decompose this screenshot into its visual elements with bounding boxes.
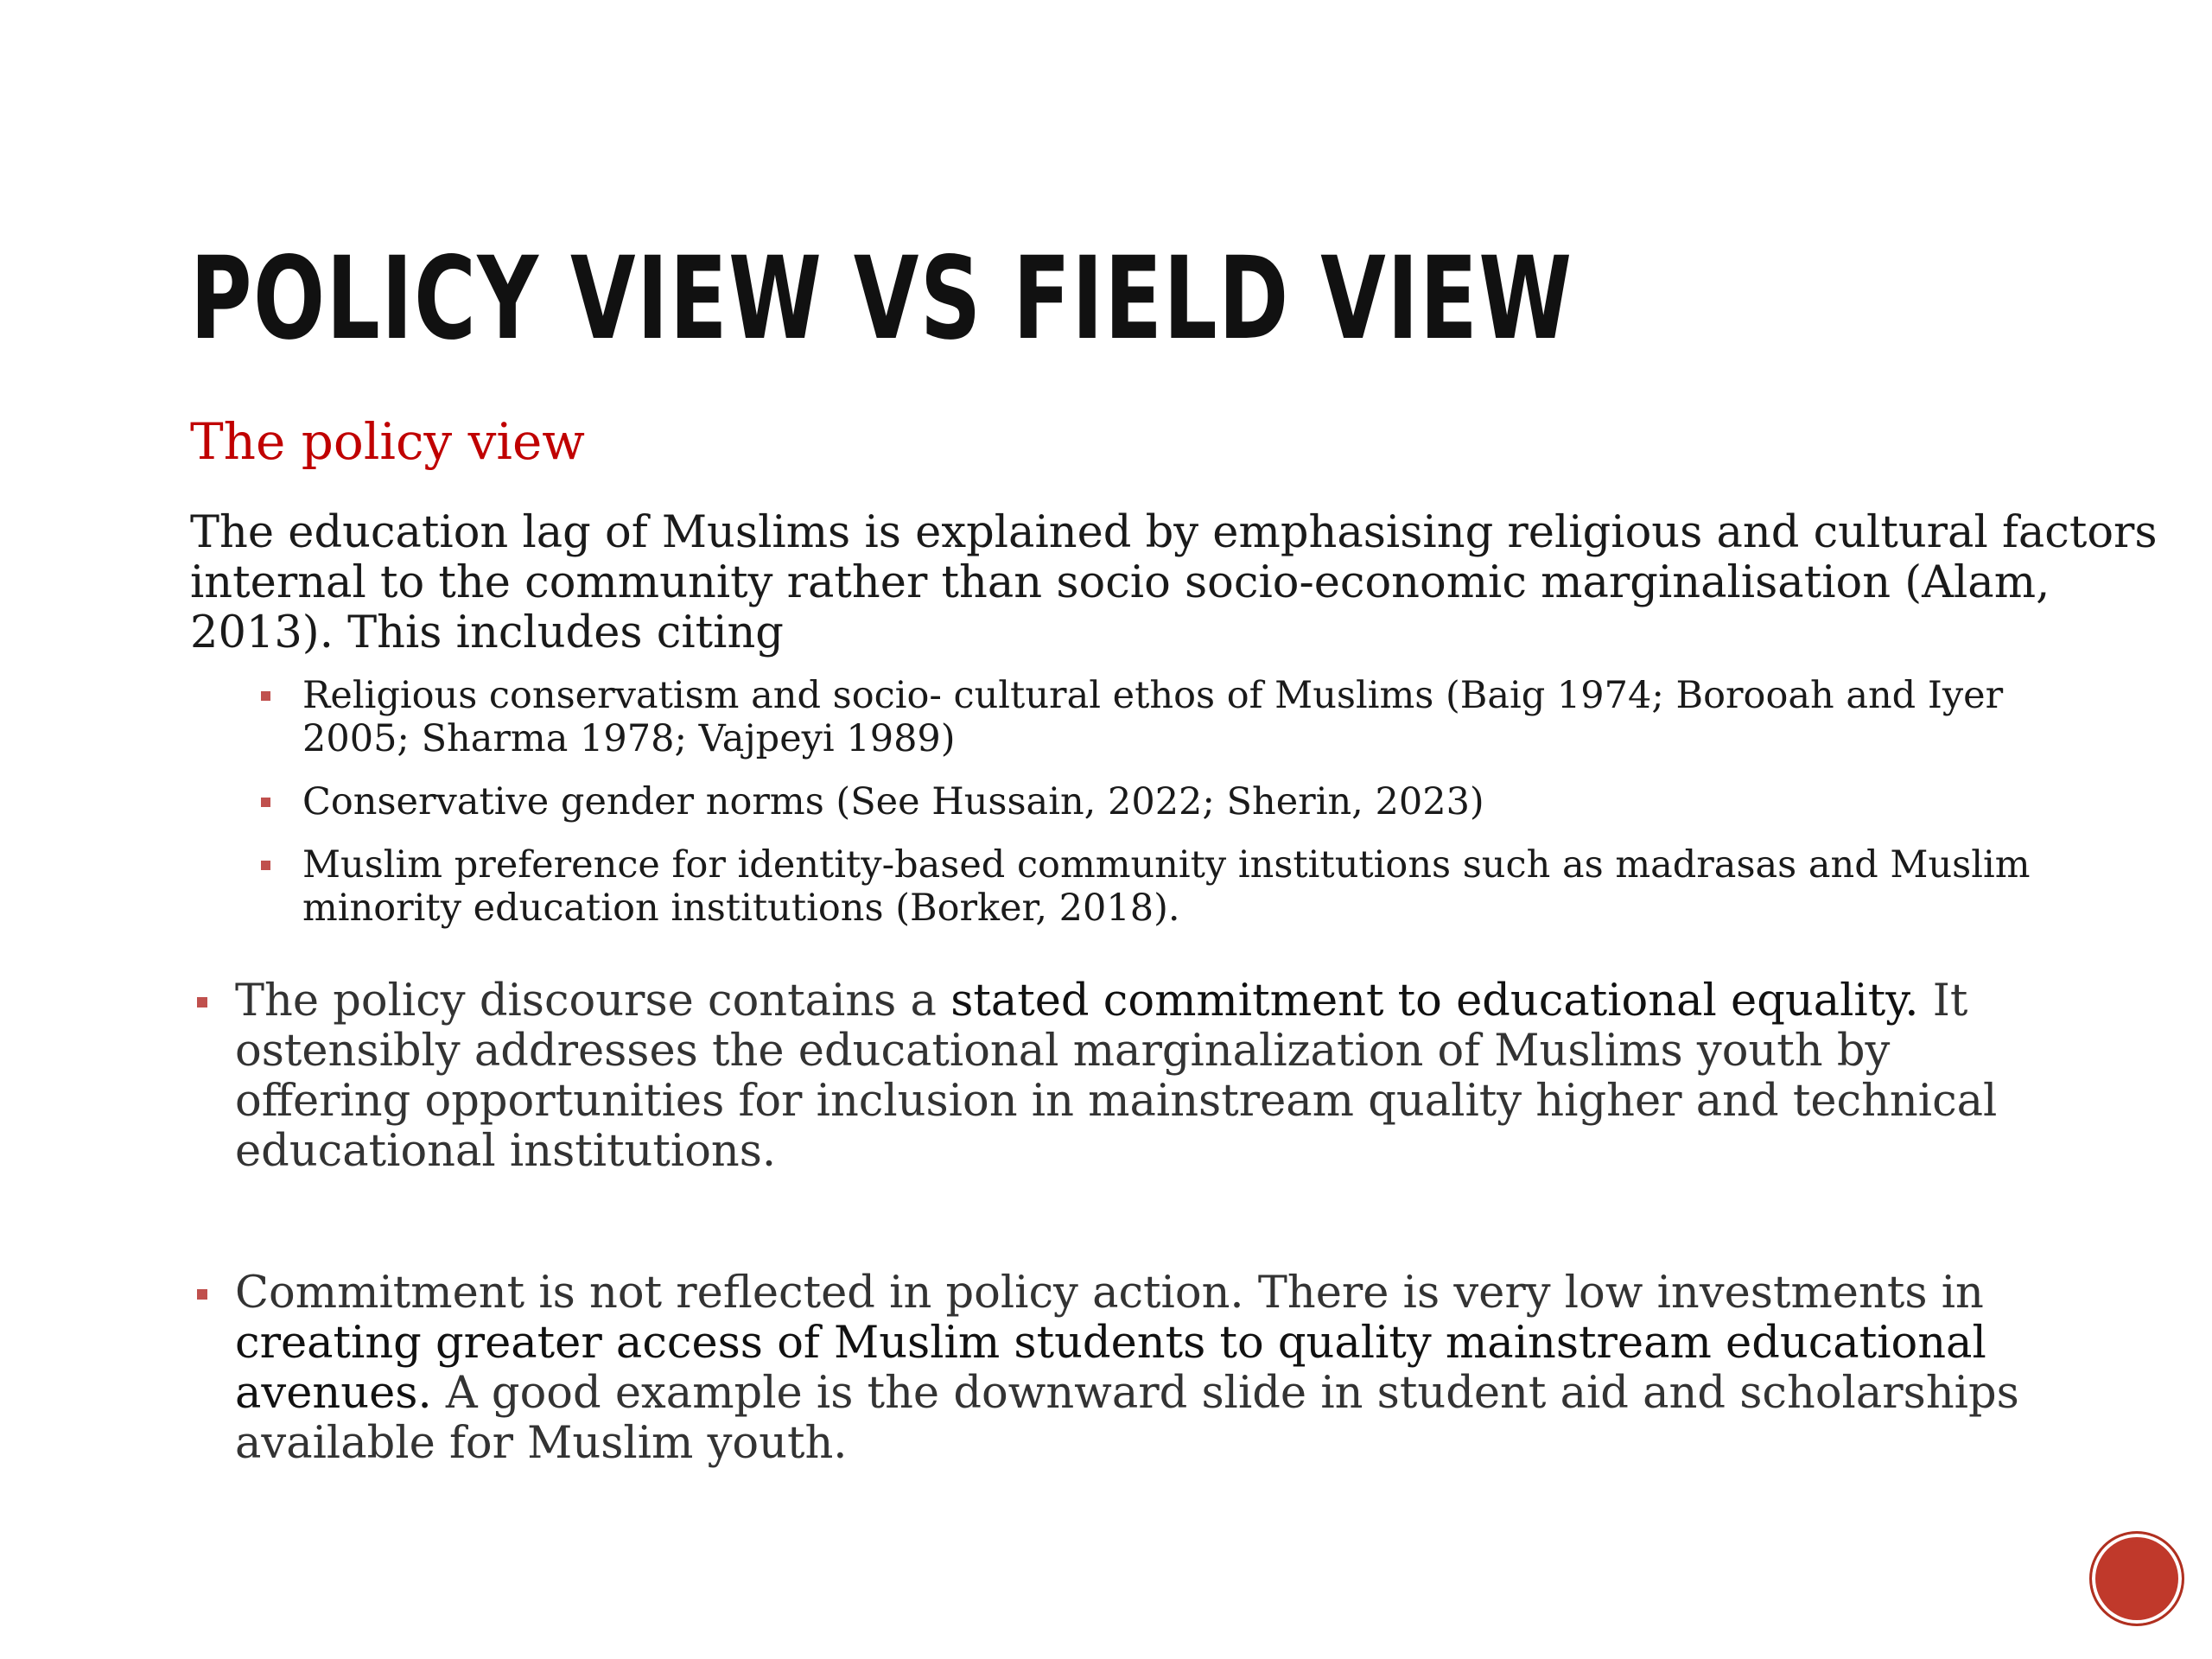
slide-nav-button[interactable] <box>2089 1531 2184 1626</box>
main-bullet-list <box>190 976 2074 1177</box>
sub-bullet-text: Conservative gender norms (See Hussain, 2022; Sherin, 2023) <box>302 780 1484 823</box>
lead-paragraph: The education lag of Muslims is explained by emphasising religious and cultural factors internal to the community rather than socio socio-economic marginalisation (Alam, 2013). This includes citing <box>190 507 2158 658</box>
main-bullet-list <box>190 1268 2074 1469</box>
sub-bullet-text: Muslim preference for identity-based community institutions such as madrasas and Muslim minority education institutions (Borker, 2018). <box>302 843 2031 930</box>
sub-bullet-item <box>257 843 2072 930</box>
main-bullet-item <box>190 976 2074 1177</box>
sub-bullet-item <box>257 780 2072 823</box>
slide-title: POLICY VIEW VS FIELD VIEW <box>190 232 1573 365</box>
bullet-text-emphasis: creating greater access of Muslim students to quality mainstream educational avenues. <box>235 1318 1986 1419</box>
slide-subtitle: The policy view <box>190 412 585 471</box>
main-bullet-item <box>190 1268 2074 1469</box>
sub-bullet-item <box>257 674 2072 760</box>
square-bullet-icon <box>261 691 270 701</box>
bullet-text-plain: A good example is the downward slide in student aid and scholarships available for Muslim youth. <box>235 1368 2019 1469</box>
bullet-text-plain: The policy discourse contains a <box>235 976 951 1027</box>
bullet-text-plain: It ostensibly addresses the educational marginalization of Muslims youth by offering opportunities for inclusion in mainstream quality higher and technical educational institutions. <box>235 976 1998 1177</box>
square-bullet-icon <box>261 798 270 807</box>
square-bullet-icon <box>261 861 270 870</box>
sub-bullet-text: Religious conservatism and socio- cultural ethos of Muslims (Baig 1974; Borooah and Iyer 2005; Sharma 1978; Vajpeyi 1989) <box>302 674 2004 760</box>
square-bullet-icon <box>197 1289 207 1300</box>
bullet-text-emphasis: stated commitment to educational equality. <box>950 976 1919 1027</box>
bullet-text-plain: Commitment is not reflected in policy action. There is very low investments in <box>235 1268 1984 1319</box>
sub-bullet-list <box>257 674 2072 950</box>
square-bullet-icon <box>197 997 207 1007</box>
